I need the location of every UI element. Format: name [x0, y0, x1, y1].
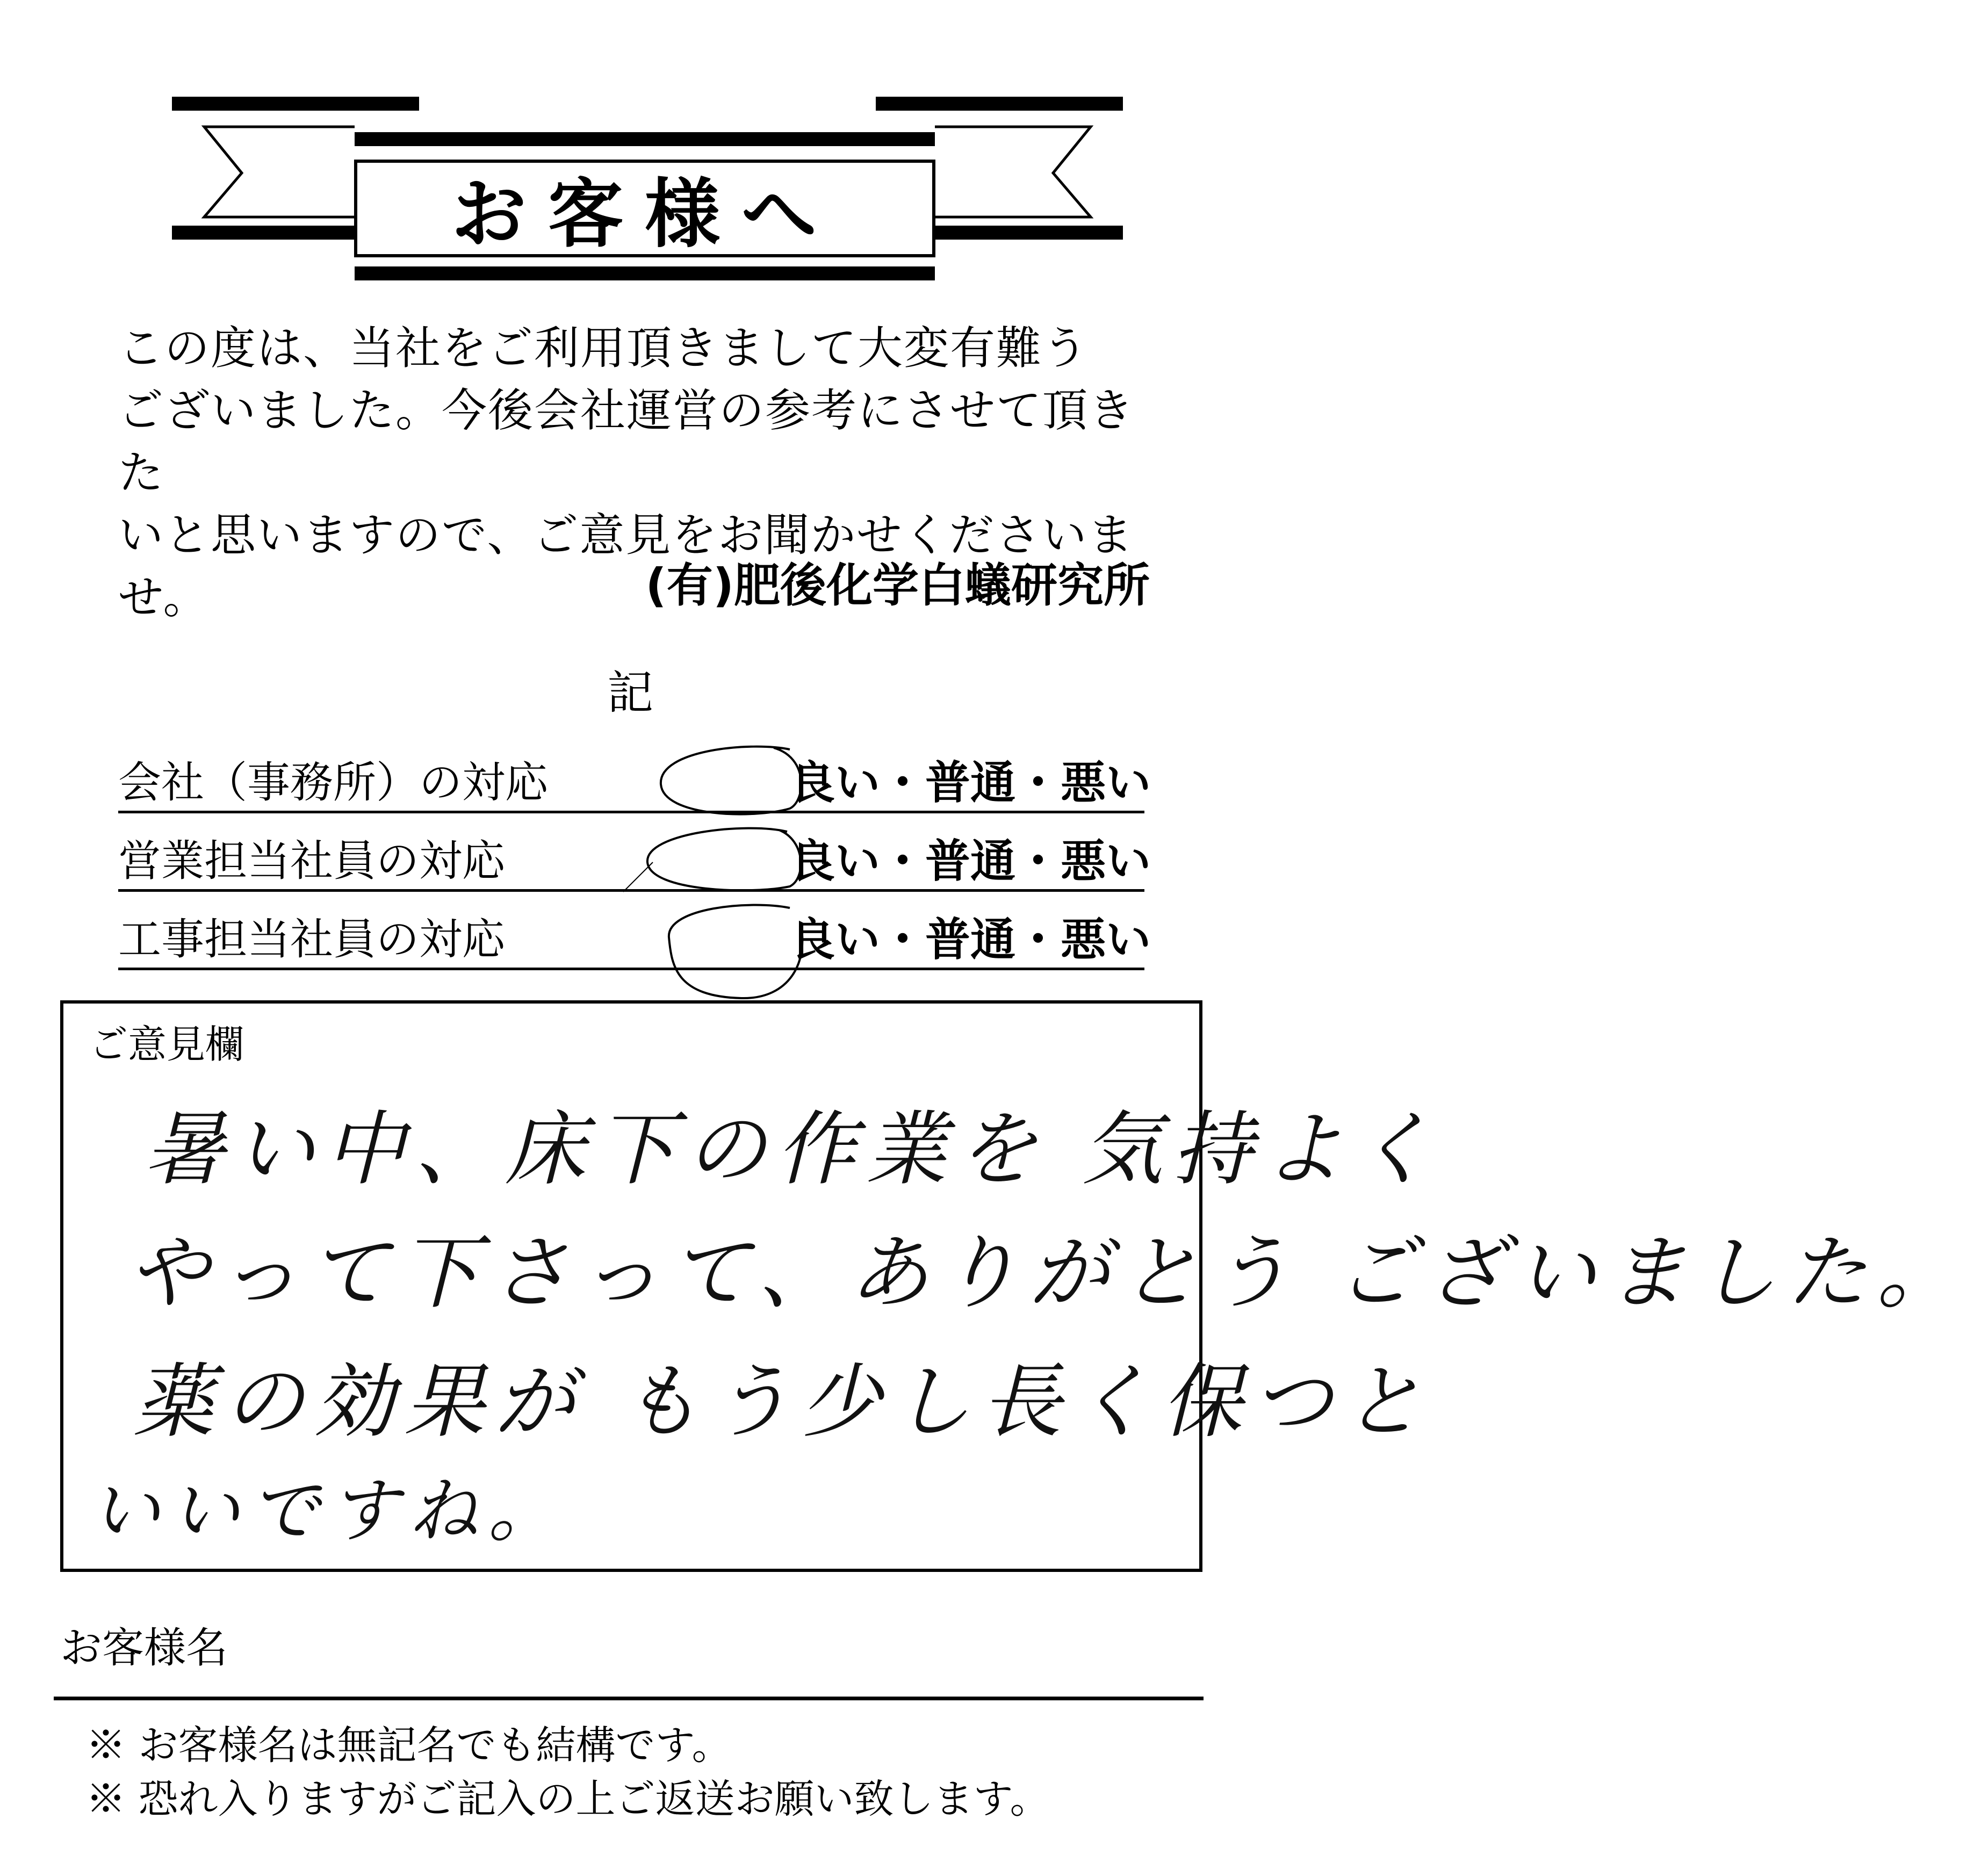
section-heading-ki: 記: [607, 666, 653, 720]
separator: ・: [1015, 834, 1061, 888]
rating-label: 営業担当社員の対応: [118, 836, 505, 886]
option-good[interactable]: 良い: [790, 913, 881, 966]
selection-circle-office: [661, 747, 801, 814]
opinion-label: ご意見欄: [89, 1022, 244, 1067]
handwritten-line: 薬の効果が もう少し長く保つと: [133, 1355, 1432, 1449]
note-line: ※ お客様名は無記名でも結構です。: [86, 1722, 732, 1769]
rating-label: 工事担当社員の対応: [118, 914, 505, 964]
handwritten-line: いいですね。: [90, 1470, 568, 1552]
note-line: ※ 恐れ入りますがご記入の上ご返送お願い致します。: [86, 1776, 1050, 1822]
intro-line: いと思いますので、ご意見をお聞かせくださいませ。: [118, 509, 1134, 624]
customer-name-line[interactable]: [54, 1697, 1204, 1700]
option-normal[interactable]: 普通: [925, 913, 1016, 966]
option-bad[interactable]: 悪い: [1061, 913, 1151, 966]
option-normal[interactable]: 普通: [925, 834, 1016, 888]
separator: ・: [880, 913, 926, 966]
option-bad[interactable]: 悪い: [1061, 756, 1151, 809]
banner-title: お客様へ: [451, 170, 838, 258]
opinion-box[interactable]: [60, 1000, 1967, 1572]
option-normal[interactable]: 普通: [925, 756, 1016, 809]
company-name: (有)肥後化学白蟻研究所: [645, 559, 1150, 612]
handwritten-line: やって下さって、ありがとう ございました。: [128, 1226, 1967, 1320]
separator: ・: [880, 834, 926, 888]
separator: ・: [880, 756, 926, 809]
customer-name-label: お客様名: [60, 1624, 228, 1672]
stray-pen-mark: [623, 862, 653, 892]
intro-line: この度は、当社をご利用頂きまして大変有難う: [118, 322, 1089, 374]
option-bad[interactable]: 悪い: [1061, 834, 1151, 888]
option-good[interactable]: 良い: [790, 756, 881, 809]
intro-line: ございました。今後会社運営の参考にさせて頂きた: [118, 384, 1135, 499]
rating-label: 会社（事務所）の対応: [118, 757, 548, 807]
selection-circle-construction: [669, 905, 802, 999]
separator: ・: [1015, 913, 1061, 966]
selection-circle-sales: [647, 828, 801, 891]
separator: ・: [1015, 756, 1061, 809]
option-good[interactable]: 良い: [790, 834, 881, 888]
handwritten-line: 暑い中、床下の作業を 気持よく: [144, 1103, 1443, 1196]
